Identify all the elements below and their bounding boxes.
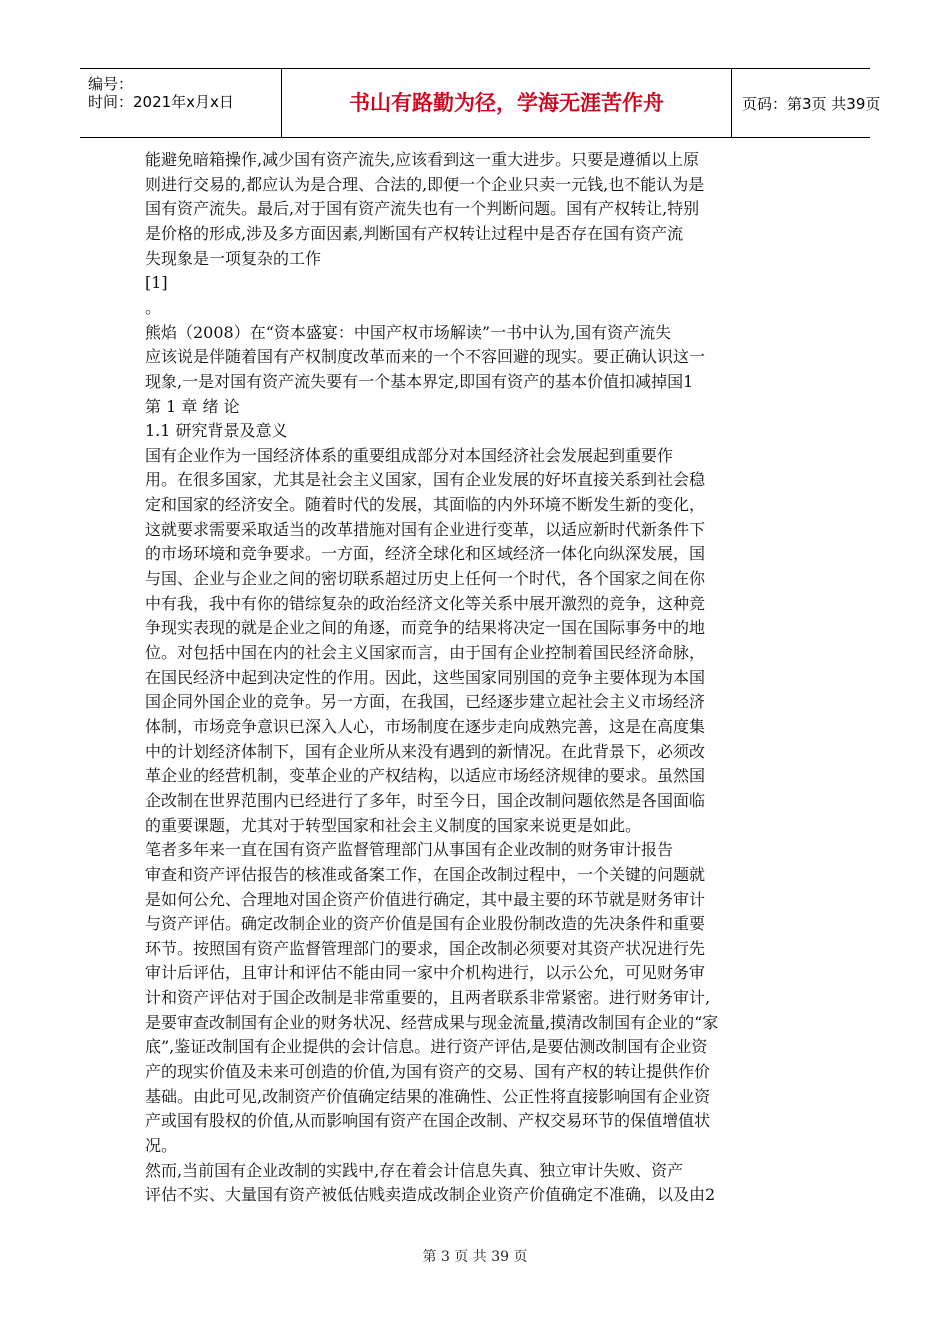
text-line: 失现象是一项复杂的工作 xyxy=(145,248,322,268)
text-line: 用。在很多国家，尤其是社会主义国家，国有企业发展的好坏直接关系到社会稳 xyxy=(145,470,706,490)
text-line: 是价格的形成,涉及多方面因素,判断国有产权转让过程中是否存在国有资产流 xyxy=(145,223,684,243)
text-line: 国有企业作为一国经济体系的重要组成部分对本国经济社会发展起到重要作 xyxy=(145,445,674,465)
text-line: 第 1 章 绪 论 xyxy=(145,396,240,416)
text-line: 是要审查改制国有企业的财务状况、经营成果与现金流量,摸清改制国有企业的“家 xyxy=(145,1012,719,1032)
text-line: 中的计划经济体制下，国有企业所从来没有遇到的新情况。在此背景下，必须改 xyxy=(145,741,706,761)
text-line: 能避免暗箱操作,减少国有资产流失,应该看到这一重大进步。只要是遵循以上原 xyxy=(145,150,700,169)
text-line: 体制，市场竞争意识已深入人心，市场制度在逐步走向成熟完善，这是在高度集 xyxy=(145,716,706,736)
text-line: 这就要求需要采取适当的改革措施对国有企业进行变革，以适应新时代新条件下 xyxy=(145,519,706,539)
text-line: 国有资产流失。最后,对于国有资产流失也有一个判断问题。国有产权转让,特别 xyxy=(145,199,700,219)
text-line: 中有我，我中有你的错综复杂的政治经济文化等关系中展开激烈的竞争，这种竞 xyxy=(145,593,706,613)
page-indicator: 页码：第3页 共39页 xyxy=(742,95,881,113)
text-line: 1.1 研究背景及意义 xyxy=(145,421,288,441)
text-line: 然而,当前国有企业改制的实践中,存在着会计信息失真、独立审计失败、资产 xyxy=(145,1160,684,1180)
text-line: [1] xyxy=(145,273,168,293)
header-page-cell xyxy=(732,69,881,137)
text-line: 位。对包括中国在内的社会主义国家而言，由于国有企业控制着国民经济命脉， xyxy=(145,643,706,662)
text-line: 革企业的经营机制，变革企业的产权结构，以适应市场经济规律的要求。虽然国 xyxy=(145,766,706,786)
text-line: 企改制在世界范围内已经进行了多年，时至今日，国企改制问题依然是各国面临 xyxy=(145,790,706,810)
text-line: 产或国有股权的价值,从而影响国有资产在国企改制、产权交易环节的保值增值状 xyxy=(145,1111,711,1131)
text-line: 在国民经济中起到决定性的作用。因此，这些国家同别国的竞争主要体现为本国 xyxy=(145,667,706,687)
text-line: 与国、企业与企业之间的密切联系超过历史上任何一个时代，各个国家之间在你 xyxy=(145,569,706,589)
header-meta-cell xyxy=(80,69,282,137)
text-line: 与资产评估。确定改制企业的资产价值是国有企业股份制改造的先决条件和重要 xyxy=(145,914,706,934)
text-line: 熊焰（2008）在“资本盛宴：中国产权市场解读”一书中认为,国有资产流失 xyxy=(145,322,672,342)
text-line: 评估不实、大量国有资产被低估贱卖造成改制企业资产价值确定不准确，以及由2 xyxy=(145,1185,716,1205)
text-line: 笔者多年来一直在国有资产监督管理部门从事国有企业改制的财务审计报告 xyxy=(145,840,674,860)
text-line: 应该说是伴随着国有产权制度改革而来的一个不容回避的现实。要正确认识这一 xyxy=(145,347,706,367)
serial-label: 编号： xyxy=(88,75,134,93)
text-line: 环节。按照国有资产监督管理部门的要求，国企改制必须要对其资产状况进行先 xyxy=(145,938,706,958)
footer-page-number: 第 3 页 共 39 页 xyxy=(422,1249,528,1265)
text-line: 是如何公允、合理地对国企资产价值进行确定，其中最主要的环节就是财务审计 xyxy=(145,889,706,909)
text-line: 。 xyxy=(145,297,162,317)
text-line: 审计后评估，且审计和评估不能由同一家中介机构进行，以示公允，可见财务审 xyxy=(145,963,706,983)
text-line: 的市场环境和竞争要求。一方面，经济全球化和区域经济一体化向纵深发展，国 xyxy=(145,544,706,564)
motto: 书山有路勤为径，学海无涯苦作舟 xyxy=(349,91,664,115)
text-line: 定和国家的经济安全。随着时代的发展，其面临的内外环境不断发生新的变化， xyxy=(145,495,706,515)
page-footer xyxy=(0,1246,950,1266)
text-line: 的重要课题，尤其对于转型国家和社会主义制度的国家来说更是如此。 xyxy=(145,815,642,835)
header-motto-cell xyxy=(282,69,732,137)
text-line: 国企同外国企业的竞争。另一方面，在我国，已经逐步建立起社会主义市场经济 xyxy=(145,692,706,712)
text-line: 产的现实价值及未来可创造的价值,为国有资产的交易、国有产权的转让提供作价 xyxy=(145,1062,711,1082)
text-line: 争现实表现的就是企业之间的角逐，而竞争的结果将决定一国在国际事务中的地 xyxy=(145,618,706,638)
text-line: 底”,鉴证改制国有企业提供的会计信息。进行资产评估,是要估测改制国有企业资 xyxy=(145,1037,708,1057)
document-header xyxy=(80,68,881,138)
date-label: 时间：2021年x月x日 xyxy=(88,93,234,111)
text-line: 况。 xyxy=(145,1136,178,1155)
text-line: 现象,一是对国有资产流失要有一个基本界定,即国有资产的基本价值扣减掉国1 xyxy=(145,371,694,391)
text-line: 基础。由此可见,改制资产价值确定结果的准确性、公正性将直接影响国有企业资 xyxy=(145,1086,711,1106)
text-line: 审查和资产评估报告的核准或备案工作，在国企改制过程中，一个关键的问题就 xyxy=(145,864,706,884)
text-line: 则进行交易的,都应认为是合理、合法的,即便一个企业只卖一元钱,也不能认为是 xyxy=(145,174,705,194)
text-line: 计和资产评估对于国企改制是非常重要的，且两者联系非常紧密。进行财务审计, xyxy=(145,988,711,1008)
